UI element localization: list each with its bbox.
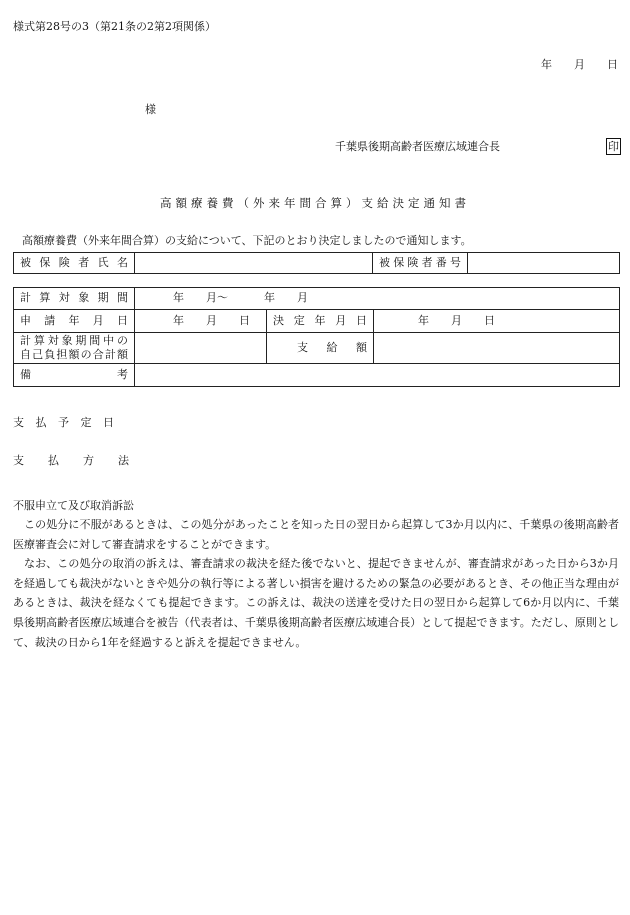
- period-year-to: 年: [264, 291, 275, 305]
- decision-year: 年: [418, 313, 430, 327]
- insured-number-label: 被保険者番号: [373, 253, 468, 274]
- period-month-from: 月〜: [206, 291, 228, 305]
- payment-amount-label: 支給額: [267, 333, 374, 364]
- copay-total-label: 計算対象期間中の 自己負担額の合計額: [14, 333, 135, 364]
- appeal-notice: [13, 515, 619, 652]
- addressee-suffix: 様: [145, 103, 156, 116]
- remarks-value[interactable]: [135, 364, 620, 387]
- insured-row: [14, 253, 620, 274]
- decision-date-value[interactable]: [374, 310, 620, 333]
- copay-total-value[interactable]: [135, 333, 267, 364]
- notice-date: [541, 59, 618, 70]
- intro-text: 高額療養費（外来年間合算）の支給について、下記のとおり決定しましたので通知します。: [22, 234, 472, 247]
- period-year: 年: [173, 291, 184, 305]
- amount-row: [14, 333, 620, 364]
- dates-row: [14, 310, 620, 333]
- period-label: 計算対象期間: [14, 288, 135, 310]
- period-row: [14, 288, 620, 310]
- apply-year: 年: [173, 313, 184, 327]
- appeal-paragraph-2: なお、この処分の取消の訴えは、審査請求の裁決を経た後でないと、提起できませんが、審査請求があった日から3か月を経過しても裁決がないときや処分の執行等による著しい損害を避けるための緊急の必要があるとき、その他正当な理由があるときは、裁決を経なくても提起できます。この訴えは、裁決の送達を受けた日の翌日から起算して6か月以内に、千葉県後期高齢者医療広域連合を被告（代表者は、千葉県後期高齢者医療広域連合長）として提起できます。ただし、原則として、裁決の日から1年を経過すると訴えを提起できません。: [13, 557, 619, 649]
- payment-amount-value[interactable]: [374, 333, 620, 364]
- decision-date-label: 決定年月日: [267, 310, 374, 333]
- insured-name-value[interactable]: [135, 253, 373, 274]
- insured-name-label: 被保険者氏名: [14, 253, 135, 274]
- scheduled-payment-date: [13, 417, 126, 428]
- period-month-to: 月: [297, 291, 308, 305]
- period-value[interactable]: [135, 288, 620, 310]
- details-table: [13, 287, 620, 387]
- date-month: 月: [574, 58, 585, 71]
- decision-day: 日: [484, 313, 496, 327]
- form-number: 様式第28号の3（第21条の2第2項関係）: [13, 20, 216, 33]
- date-day: 日: [607, 58, 618, 71]
- apply-month: 月: [206, 313, 217, 327]
- decision-month: 月: [451, 313, 463, 327]
- insured-table: [13, 252, 620, 274]
- insured-number-value[interactable]: [468, 253, 620, 274]
- remarks-row: [14, 364, 620, 387]
- apply-date-label: 申請年月日: [14, 310, 135, 333]
- appeal-paragraph-1: この処分に不服があるときは、この処分があったことを知った日の翌日から起算して3か月以内に、千葉県の後期高齢者医療審査会に対して審査請求をすることができます。: [13, 518, 619, 551]
- payment-method-label: 支払方法: [13, 454, 153, 467]
- remarks-label: 備考: [14, 364, 135, 387]
- scheduled-date-label: 支払予定日: [13, 416, 126, 429]
- apply-date-value[interactable]: [135, 310, 267, 333]
- apply-day: 日: [239, 313, 250, 327]
- issuer-name: 千葉県後期高齢者医療広域連合長: [335, 140, 500, 153]
- payment-method: [13, 455, 153, 466]
- appeal-heading: 不服申立て及び取消訴訟: [13, 499, 134, 512]
- date-year: 年: [541, 58, 552, 71]
- seal-box: 印: [608, 140, 619, 153]
- document-title: 高額療養費（外来年間合算）支給決定通知書: [160, 196, 470, 210]
